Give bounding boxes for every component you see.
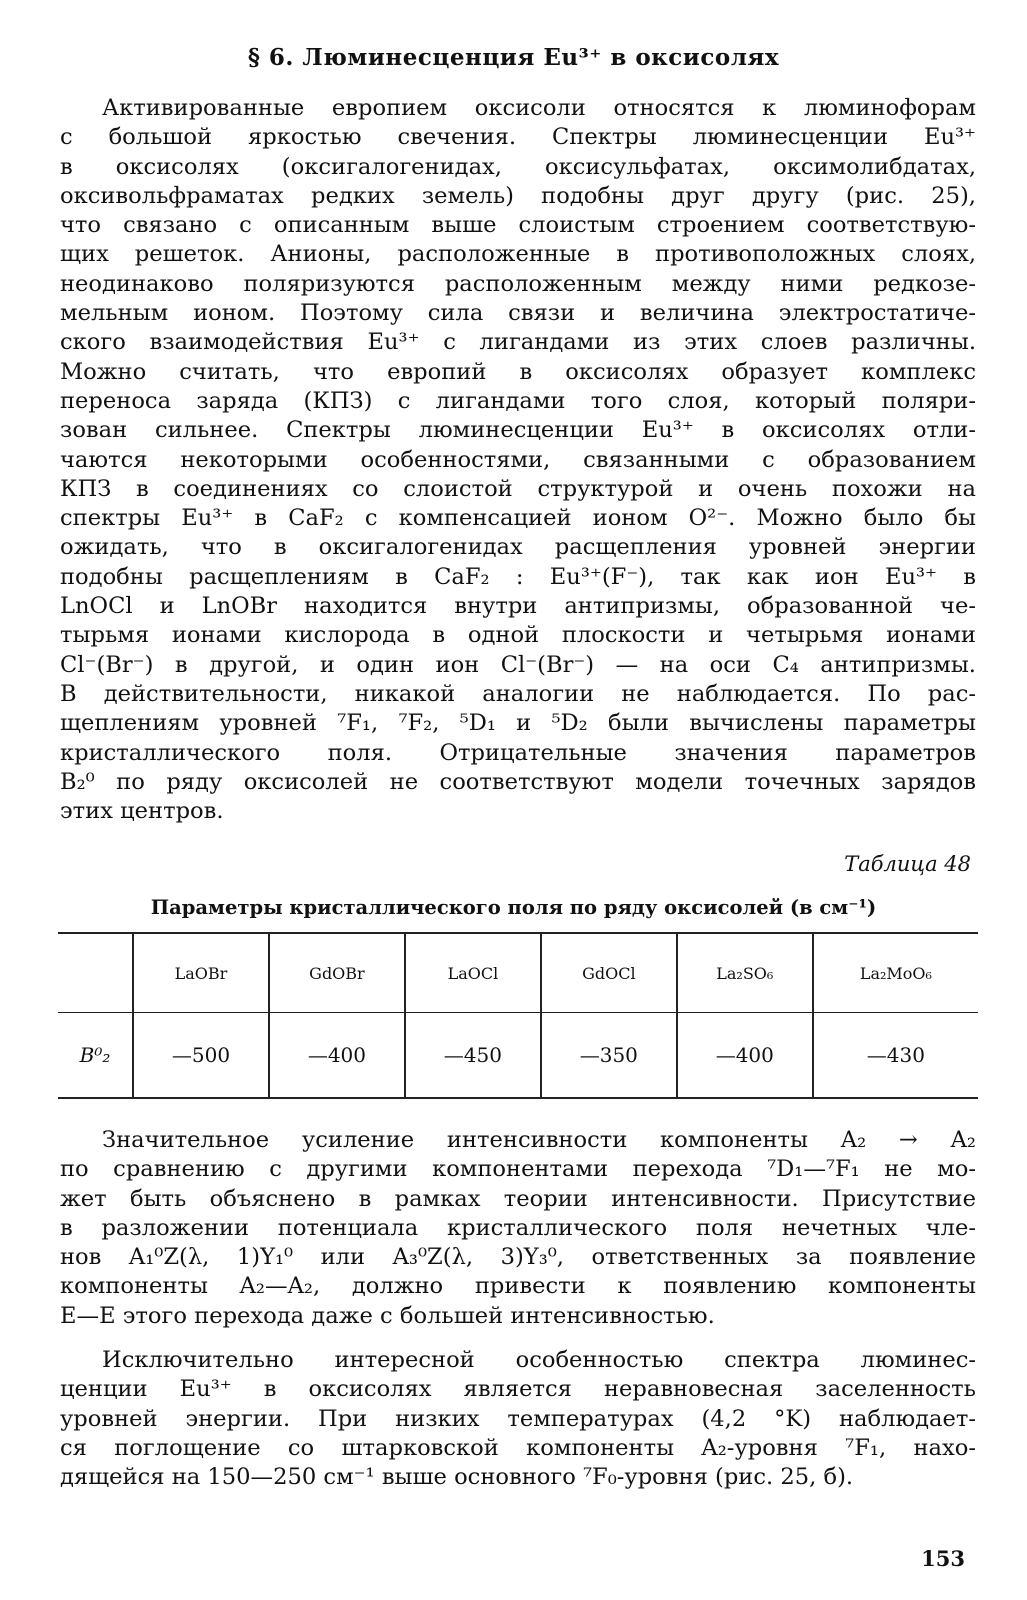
table-column-header: LaOCl — [405, 933, 541, 1013]
text-line: зован сильнее. Спектры люминесценции Eu³⁺ в оксисолях отли- — [60, 417, 976, 444]
crystal-field-table — [58, 932, 978, 1099]
paragraph-intensity — [60, 1126, 976, 1331]
text-line: компоненты A₂—A₂, должно привести к появлению компоненты — [60, 1273, 976, 1300]
text-line: подобны расщеплениям в CaF₂ : Eu³⁺(F⁻), так как ион Eu³⁺ в — [60, 563, 976, 590]
table-column-header: La₂MoO₆ — [813, 933, 978, 1013]
text-line: ожидать, что в оксигалогенидах расщепления уровней энергии — [60, 534, 976, 561]
text-line: В действительности, никакой аналогии не наблюдается. По рас- — [60, 680, 976, 707]
table-column-header: GdOBr — [269, 933, 405, 1013]
text-line: в разложении потенциала кристаллического поля нечетных чле- — [60, 1214, 976, 1241]
text-line: Можно считать, что европий в оксисолях образует комплекс — [60, 358, 976, 385]
table-cell: —350 — [541, 1013, 677, 1099]
text-line: оксивольфраматах редких земель) подобны друг другу (рис. 25), — [60, 182, 976, 209]
text-line: кристаллического поля. Отрицательные значения параметров — [60, 739, 976, 766]
text-line: по сравнению с другими компонентами перехода ⁷D₁—⁷F₁ не мо- — [60, 1156, 976, 1183]
text-line: в оксисолях (оксигалогенидах, оксисульфатах, оксимолибдатах, — [60, 153, 976, 180]
text-line: ся поглощение со штарковской компоненты A₂-уровня ⁷F₁, нахо- — [60, 1434, 976, 1461]
table-row-label: B⁰₂ — [79, 1043, 111, 1067]
text-line: КПЗ в соединениях со слоистой структурой и очень похожи на — [60, 475, 976, 502]
text-line: переноса заряда (КПЗ) с лигандами того слоя, который поляри- — [60, 387, 976, 414]
table-column-header: LaOBr — [133, 933, 269, 1013]
paragraph-intro — [60, 94, 976, 826]
text-line: тырьмя ионами кислорода в одной плоскости и четырьмя ионами — [60, 622, 976, 649]
text-line: Cl⁻(Br⁻) в другой, и один ион Cl⁻(Br⁻) — на оси C₄ антипризмы. — [60, 651, 976, 678]
text-line: спектры Eu³⁺ в CaF₂ с компенсацией ионом O²⁻. Можно было бы — [60, 505, 976, 532]
text-line: E—E этого перехода даже с большей интенсивностью. — [60, 1302, 715, 1329]
table-column-header: GdOCl — [541, 933, 677, 1013]
paragraph-population — [60, 1346, 976, 1492]
page-number: 153 — [921, 1546, 965, 1571]
text-line: нов A₁⁰Z(λ, 1)Y₁⁰ или A₃⁰Z(λ, 3)Y₃⁰, ответственных за появление — [60, 1244, 976, 1271]
table-header-row — [58, 933, 978, 1013]
table-cell: —400 — [677, 1013, 813, 1099]
text-line: чаются некоторыми особенностями, связанными с образованием — [60, 446, 976, 473]
table-caption: Параметры кристаллического поля по ряду оксисолей (в см⁻¹) — [150, 896, 877, 919]
text-line: неодинаково поляризуются расположенным между ними редкозе- — [60, 270, 976, 297]
text-line: B₂⁰ по ряду оксисолей не соответствуют модели точечных зарядов — [60, 768, 976, 795]
text-line: мельным ионом. Поэтому сила связи и величина электростатиче- — [60, 300, 976, 327]
table-cell: —430 — [813, 1013, 978, 1099]
text-line: ценции Eu³⁺ в оксисолях является неравновесная заселенность — [60, 1376, 976, 1403]
table-cell: —450 — [405, 1013, 541, 1099]
text-line: дящейся на 150—250 см⁻¹ выше основного ⁷F₀-уровня (рис. 25, б). — [60, 1464, 854, 1491]
text-line: уровней энергии. При низких температурах (4,2 °K) наблюдает- — [60, 1405, 976, 1432]
text-line: щеплениям уровней ⁷F₁, ⁷F₂, ⁵D₁ и ⁵D₂ были вычислены параметры — [60, 710, 976, 737]
text-line: жет быть объяснено в рамках теории интенсивности. Присутствие — [60, 1185, 976, 1212]
text-line: этих центров. — [60, 798, 224, 825]
table-cell: —400 — [269, 1013, 405, 1099]
text-line: Значительное усиление интенсивности компоненты A₂ → A₂ — [102, 1127, 976, 1153]
text-line: LnOCl и LnOBr находится внутри антипризмы, образованной че- — [60, 593, 976, 620]
table-label: Таблица 48 — [844, 852, 971, 876]
table-row — [58, 1013, 978, 1099]
text-line: Исключительно интересной особенностью спектра люминес- — [102, 1347, 976, 1373]
text-line: что связано с описанным выше слоистым строением соответствую- — [60, 212, 976, 239]
text-line: щих решеток. Анионы, расположенные в противоположных слоях, — [60, 241, 976, 268]
table-cell: —500 — [133, 1013, 269, 1099]
table-corner-cell — [58, 933, 133, 1013]
text-line: ского взаимодействия Eu³⁺ с лигандами из этих слоев различны. — [60, 329, 976, 356]
table-column-header: La₂SO₆ — [677, 933, 813, 1013]
text-line: с большой яркостью свечения. Спектры люминесценции Eu³⁺ — [60, 124, 976, 151]
text-line: Активированные европием оксисоли относятся к люминофорам — [102, 95, 976, 121]
section-title: § 6. Люминесценция Eu³⁺ в оксисолях — [247, 44, 780, 71]
